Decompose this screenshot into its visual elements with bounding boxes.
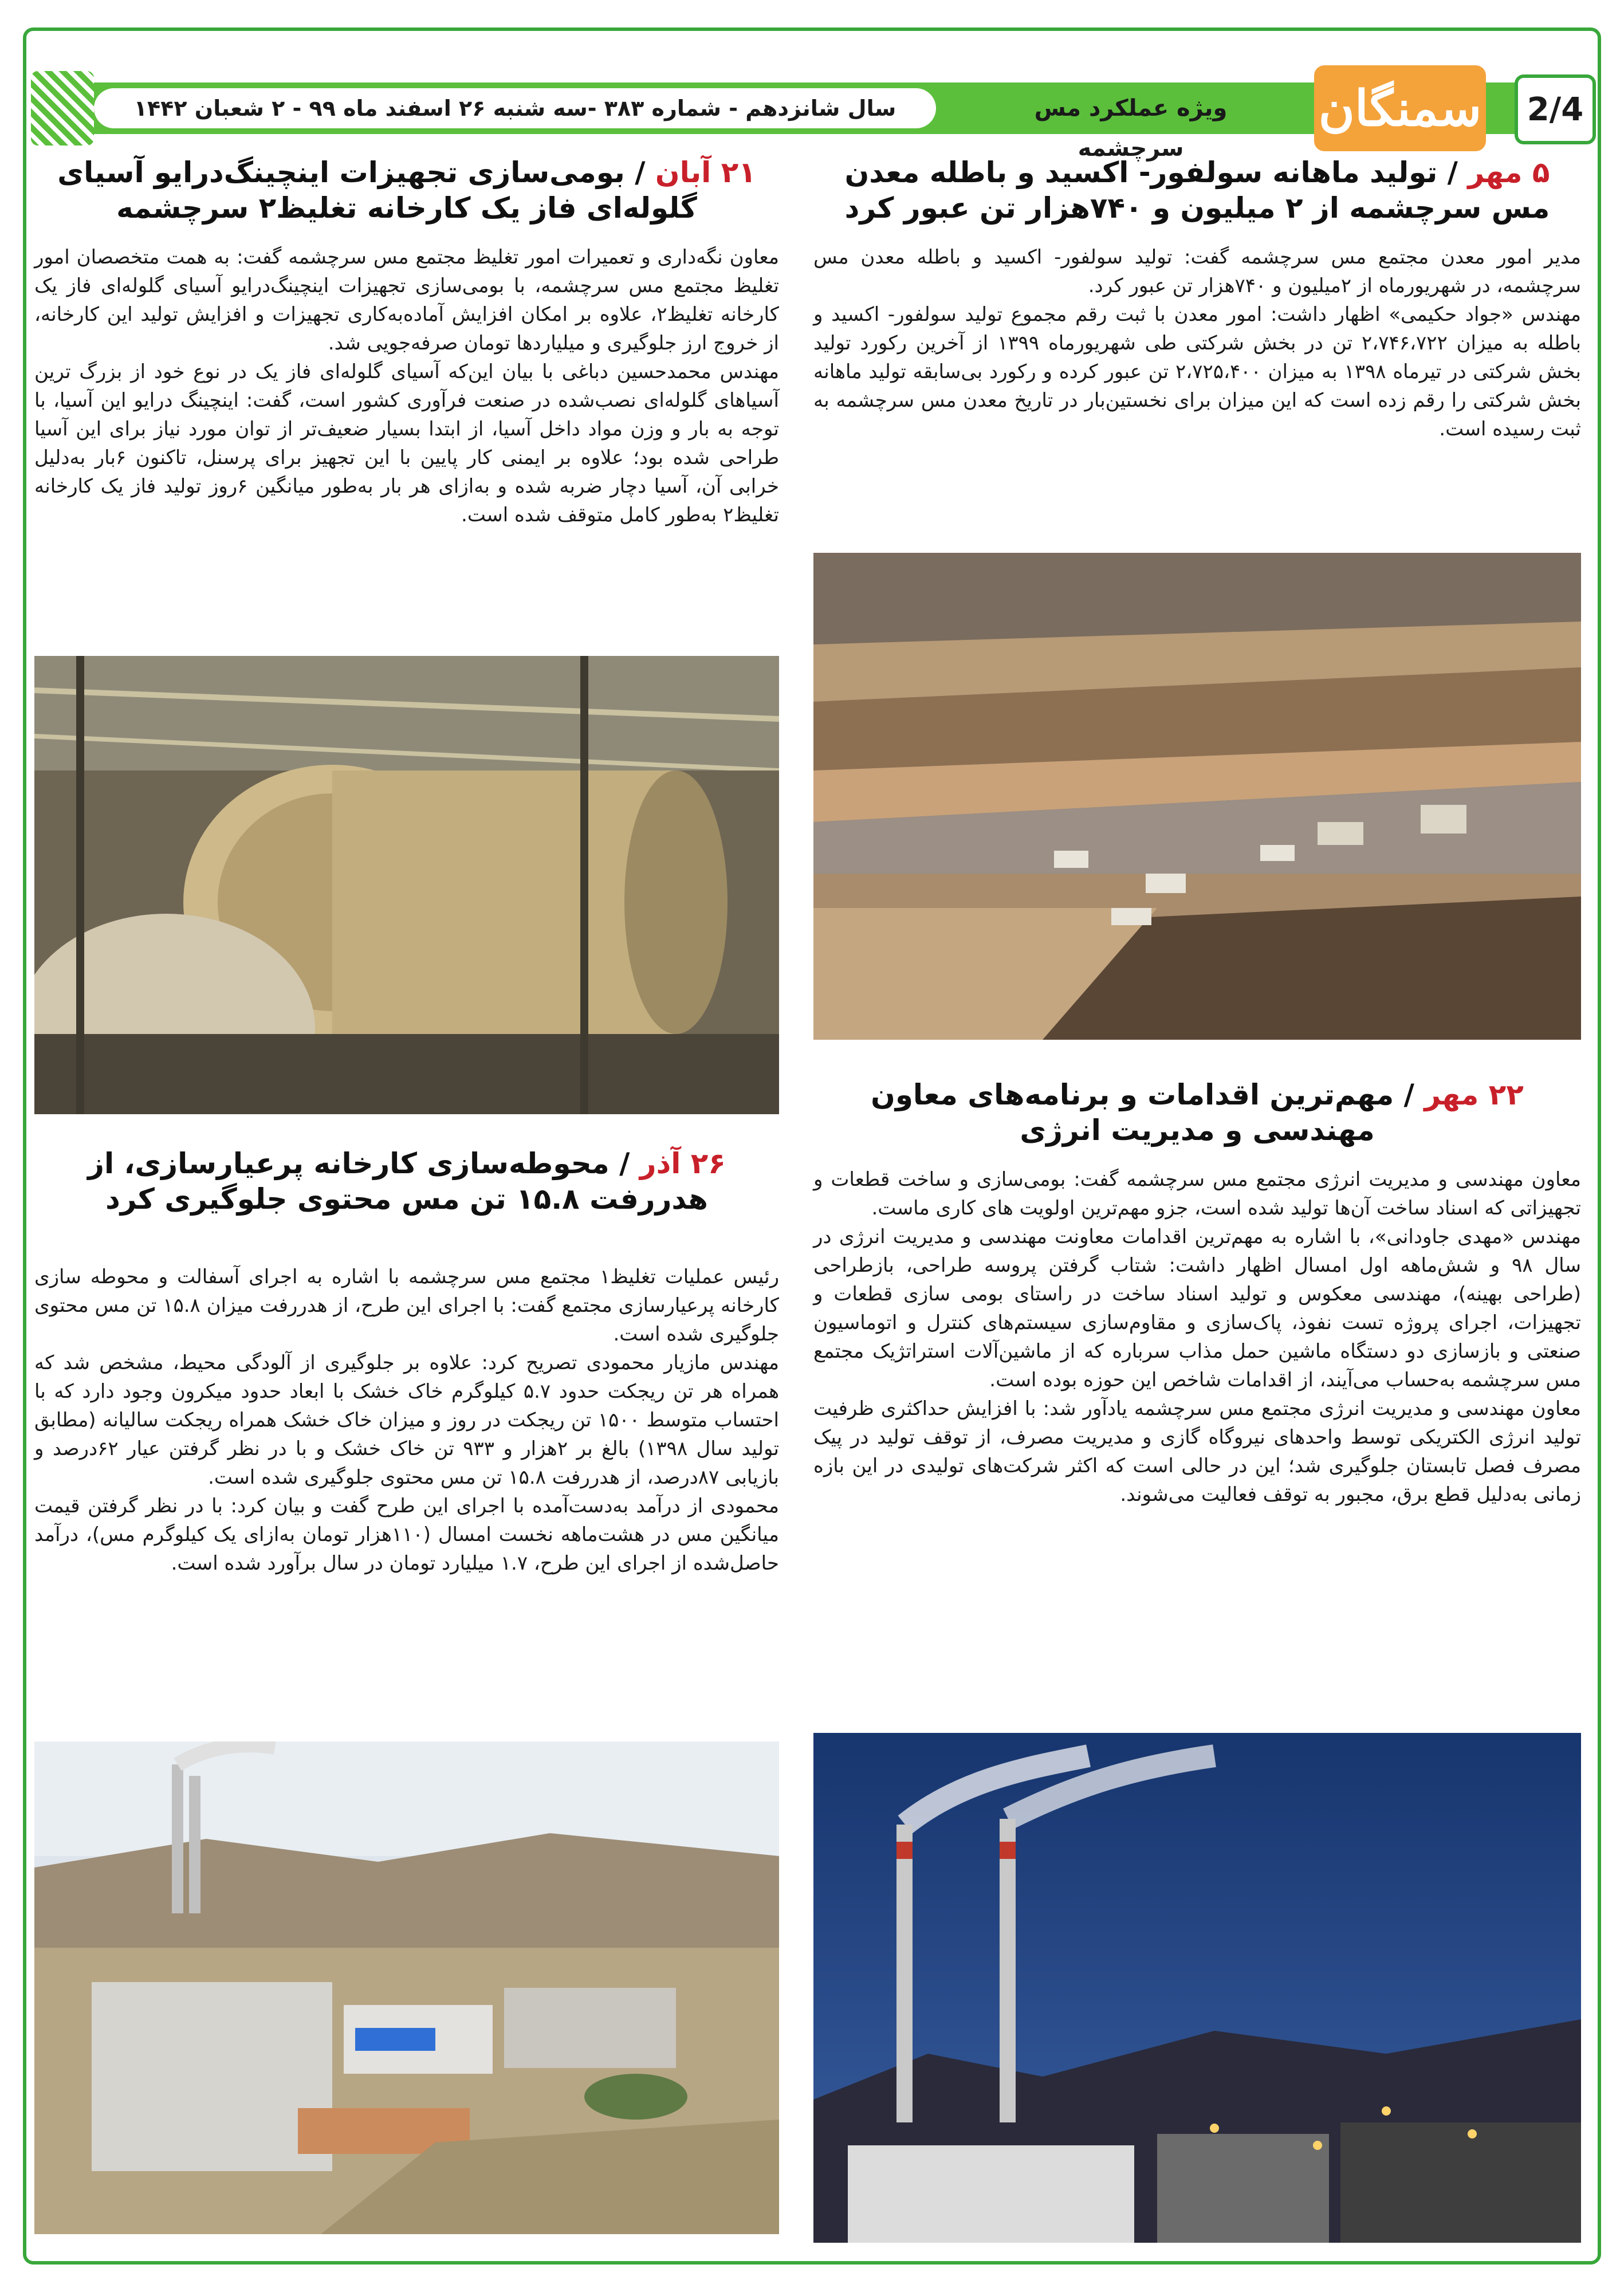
concentrator-plant-photo xyxy=(34,1741,779,2234)
article-mine-production xyxy=(813,155,1581,443)
article-title: ۲۶ آذر / محوطه‌سازی کارخانه پرعیارسازی، از هدررفت ۱۵.۸ تن مس محتوی جلوگیری کرد xyxy=(88,1147,726,1216)
article-paragraph: معاون مهندسی و مدیریت انرژی مجتمع مس سرچشمه یادآور شد: با افزایش حداکثری ظرفیت تولید انرژی الکتریکی توسط واحدهای نیروگاه گازی و مدیریت مصرف، از توقف تولید در پیک مصرف فصل تابستان جلوگیری شد؛ این در حالی است که اکثر شرکت‌های تولیدی در این بازه زمانی به‌دلیل قطع برق، مجبور به توقف فعالیت می‌شوند. xyxy=(813,1397,1581,1506)
article-site-paving xyxy=(34,1146,779,1578)
article-paragraph: مدیر امور معدن مجتمع مس سرچشمه گفت: تولید سولفور- اکسید و باطله معدن مس سرچشمه، در شهریورماه از ۲میلیون و ۷۴۰هزار تن عبور کرد. xyxy=(813,246,1581,297)
newspaper-logo: سمنگان xyxy=(1314,65,1486,151)
article-paragraph: معاون مهندسی و مدیریت انرژی مجتمع مس سرچشمه گفت: بومی‌سازی و ساخت قطعات و تجهیزاتی که اسناد ساخت آن‌ها تولید شده است، جزو مهم‌ترین اولویت های کاری ماست. xyxy=(813,1168,1581,1220)
article-paragraph: معاون نگه‌داری و تعمیرات امور تغلیظ مجتمع مس سرچشمه گفت: به همت متخصصان امور تغلیظ مجتمع مس سرچشمه، با بومی‌سازی تجهیزات اینچینگ‌درایو آسیای گلوله‌ای فاز یک کارخانه تغلیظ۲، علاوه بر امکان افزایش آماده‌به‌کاری تجهیزات و افزایش تولید این کارخانه، از خروج ارز جلوگیری و میلیاردها تومان صرفه‌جویی شد. xyxy=(34,246,779,355)
ball-mill-photo xyxy=(34,656,779,1114)
article-engineering-energy xyxy=(813,1077,1581,1509)
header-stripe-decoration xyxy=(31,71,94,146)
article-date: ۲۶ آذر xyxy=(639,1147,726,1180)
issue-info: سال شانزدهم - شماره ۳۸۳ -سه شنبه ۲۶ اسفند ماه ۹۹ - ۲ شعبان ۱۴۴۲ xyxy=(94,88,936,128)
article-paragraph: رئیس عملیات تغلیظ۱ مجتمع مس سرچشمه با اشاره به اجرای آسفالت و محوطه سازی کارخانه پرعیارسازی مجتمع گفت: با اجرای این طرح، از هدررفت میزان ۱۵.۸ تن مس محتوی جلوگیری شده است. xyxy=(34,1265,779,1346)
article-paragraph: مهندس مازیار محمودی تصریح کرد: علاوه بر جلوگیری از آلودگی محیط، مشخص شد که همراه هر تن ریجکت حدود ۵.۷ کیلوگرم خاک خشک با ابعاد حدود میکرون وجود دارد که با احتساب متوسط ۱۵۰۰ تن ریجکت در روز و میزان خاک خشک همراه ریجکت سالیانه (مطابق تولید سال ۱۳۹۸) بالغ بر ۲هزار و ۹۳۳ تن خاک خشک و با در نظر گرفتن عیار ۶۲درصد و بازیابی ۸۷درصد، از هدررفت ۱۵.۸ تن مس محتوی جلوگیری شده است. xyxy=(34,1351,780,1489)
header-bar xyxy=(31,71,1595,162)
special-section-label: ویژه عملکرد مس سرچشمه xyxy=(1034,95,1228,162)
article-paragraph: محمودی از درآمد به‌دست‌آمده با اجرای این طرح گفت و بیان کرد: با در نظر گرفتن قیمت میانگین مس در هشت‌ماهه نخست امسال (۱۱۰هزار تومان به‌ازای یک کیلوگرم مس)، درآمد حاصل‌شده از اجرای این طرح، ۱.۷ میلیارد تومان در سال برآورد شده است. xyxy=(34,1495,779,1575)
article-date: ۲۲ مهر xyxy=(1424,1078,1524,1111)
article-date: ۲۱ آبان xyxy=(655,156,756,189)
article-paragraph: مهندس «مهدی جاودانی»، با اشاره به مهم‌ترین اقدامات معاونت مهندسی و مدیریت انرژی در سال ۹۸ و شش‌ماهه اول امسال اظهار داشت: شتاب گرفتن پروسه طراحی، بازطراحی (طراحی بهینه)، مهندسی معکوس و تولید اسناد ساخت در راستای بومی سازی قطعات و تجهیزات، اجرای پروژه تست نفوذ، پاک‌سازی و مقاوم‌سازی سیستم‌های کنترل و اتوماسیون صنعتی و بازسازی دو دستگاه ماشین حمل مذاب سرباره که از ماشین‌آلات استراتژیک مجتمع مس سرچشمه به‌حساب می‌آیند، از اقدامات شاخص این حوزه بوده است. xyxy=(813,1225,1582,1391)
open-pit-mine-photo xyxy=(813,553,1581,1040)
article-inching-drive xyxy=(34,155,779,529)
article-paragraph: مهندس «جواد حکیمی» اظهار داشت: امور معدن با ثبت رقم مجموع تولید سولفور- اکسید و باطله به میزان ۲،۷۴۶،۷۲۲ تن در بخش شرکتی طی شهریورماه ۱۳۹۹ از آخرین رکورد تولید بخش شرکتی در تیرماه ۱۳۹۸ به میزان ۲،۷۲۵،۴۰۰ تن عبور کرده و رکورد بی‌سابقه تولید ماهانه بخش شرکتی را رقم زده است که این میزان برای نخستین‌بار در تاریخ معدن مس سرچشمه به ثبت رسیده است. xyxy=(813,303,1581,441)
power-plant-night-photo xyxy=(813,1733,1581,2243)
article-title: ۵ مهر / تولید ماهانه سولفور- اکسید و باطله معدن مس سرچشمه از ۲ میلیون و ۷۴۰هزار تن عبور کرد xyxy=(844,156,1550,225)
article-title: ۲۱ آبان / بومی‌سازی تجهیزات اینچینگ‌درایو آسیای گلوله‌ای فاز یک کارخانه تغلیظ۲ سرچشمه xyxy=(57,156,756,225)
article-paragraph: مهندس محمدحسین دباغی با بیان این‌که آسیای گلوله‌ای فاز یک در نوع خود از بزرگ ترین آسیاهای گلوله‌ای نصب‌شده در صنعت فرآوری کشور است، گفت: اینچینگ درایو این آسیا، با توجه به بار و وزن مواد داخل آسیا، از ابتدا بسیار ضعیف‌تر از توان مورد نیاز برای این آسیا طراحی شده بود؛ علاوه بر ایمنی کار پایین با این تجهیز برای پرسنل، تاکنون ۶بار به‌دلیل خرابی آن، آسیا دچار ضربه شده و به‌ازای هر بار به‌طور میانگین ۶روز تولید فاز یک کارخانه تغلیظ۲ به‌طور کامل متوقف شده است. xyxy=(34,360,779,526)
page-number: 2/4 xyxy=(1515,74,1596,144)
article-date: ۵ مهر xyxy=(1468,156,1550,189)
article-title: ۲۲ مهر / مهم‌ترین اقدامات و برنامه‌های معاون مهندسی و مدیریت انرژی xyxy=(871,1078,1524,1147)
